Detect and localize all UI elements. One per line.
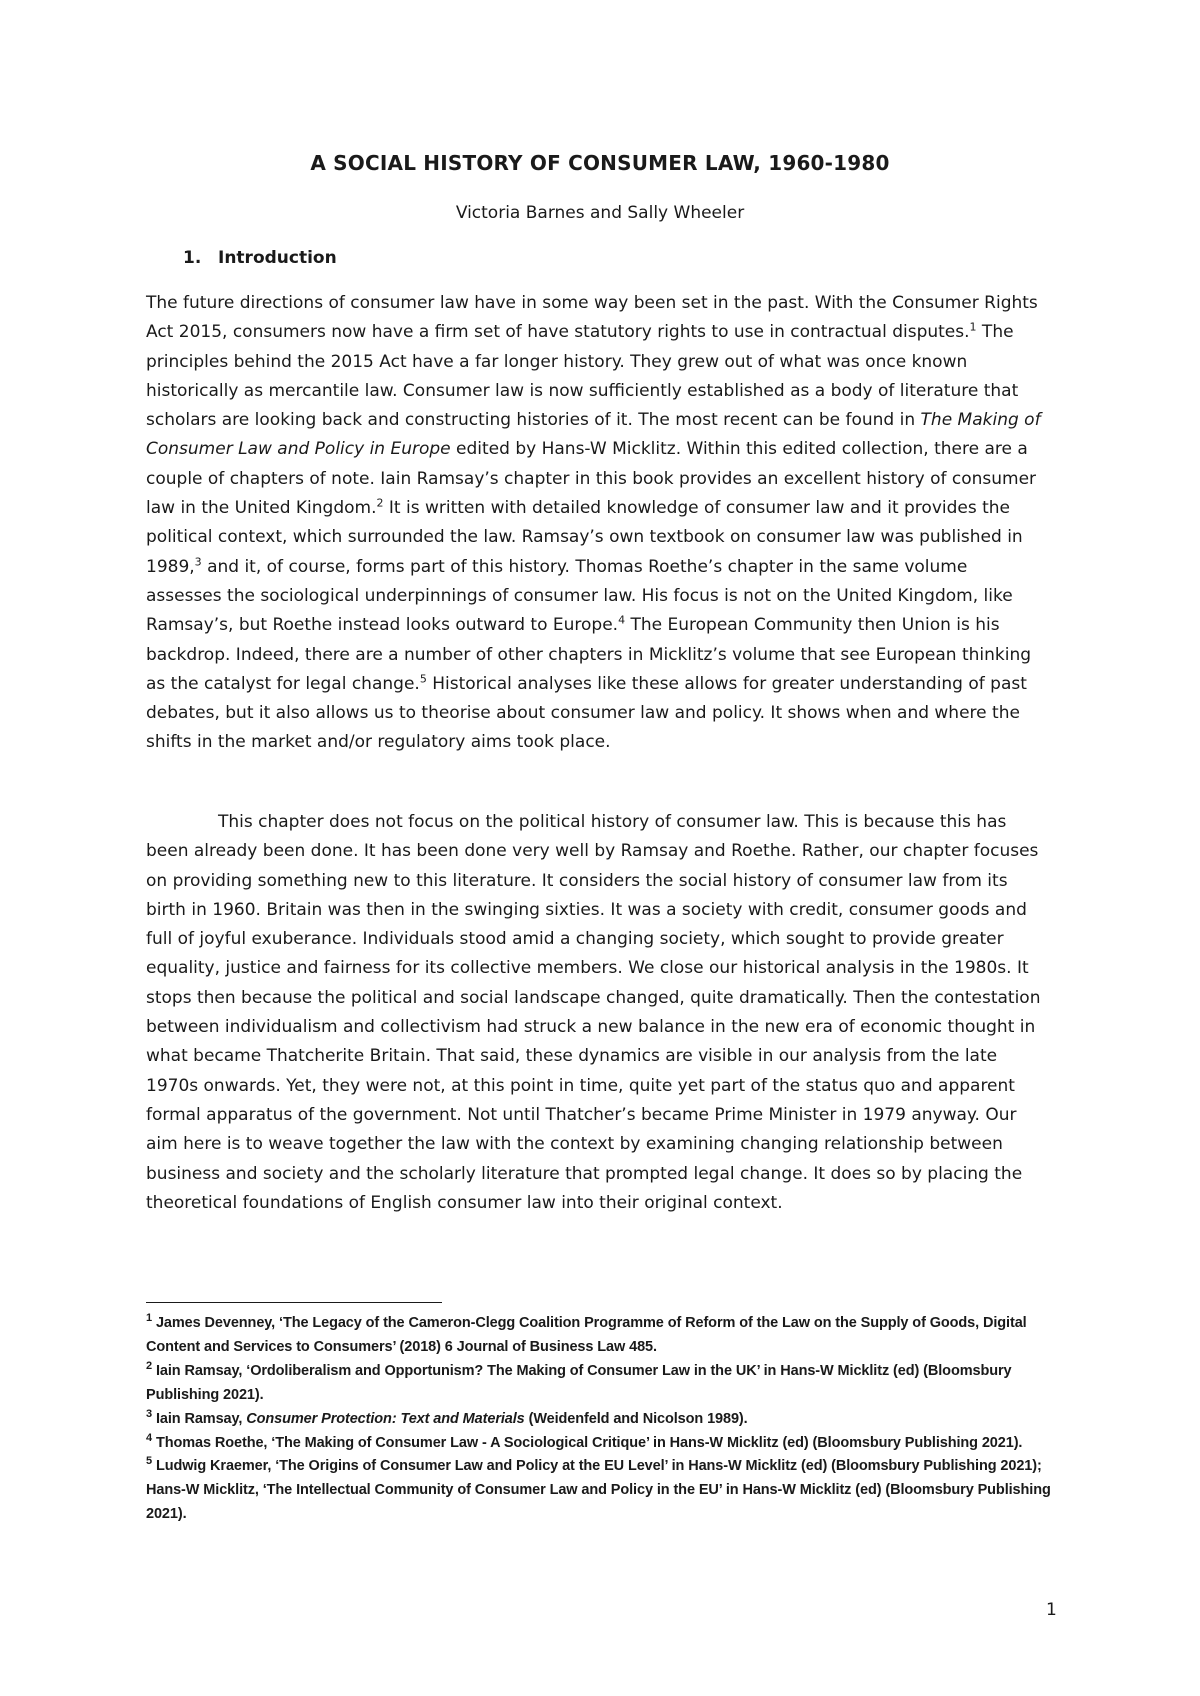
paragraph-text: The principles behind the 2015 Act have a far longer history. They grew out of what was once known historically as mercantile law. Consumer law is now sufficiently established as a body of literature that scholars are looking back and constructing histories of it. The most recent can be found in — [146, 322, 1019, 431]
footnote-text: Iain Ramsay, ‘Ordoliberalism and Opportunism? The Making of Consumer Law in the UK’ in Hans-W Micklitz (ed) (Bloomsbury Publishing 2021). — [146, 1362, 1012, 1403]
footnote-ref-5[interactable]: 5 — [419, 672, 427, 686]
footnotes — [146, 1312, 1056, 1527]
footnote-ref-1[interactable]: 1 — [969, 320, 977, 334]
paragraph-text: edited by Hans-W Micklitz. Within this edited collection, there are a couple of chapters of note. Iain Ramsay’s chapter in this book provides an excellent history of consumer law in the United Kingdom. — [146, 439, 1037, 519]
footnote-2 — [146, 1360, 1056, 1408]
section-heading — [183, 248, 337, 268]
paragraph-text: and it, of course, forms part of this history. Thomas Roethe’s chapter in the same volume assesses the sociological underpinnings of consumer law. His focus is not on the United Kingdom, like Ramsay’s, but Roethe instead looks outward to Europe. — [146, 556, 1013, 636]
footnote-book-title: Consumer Protection: Text and Materials — [246, 1410, 525, 1427]
footnote-text: Iain Ramsay, — [152, 1410, 247, 1427]
page-number: 1 — [1046, 1600, 1057, 1620]
footnote-5 — [146, 1455, 1056, 1527]
footnote-number: 4 — [146, 1431, 153, 1444]
footnote-text: Thomas Roethe, ‘The Making of Consumer Law - A Sociological Critique’ in Hans-W Micklitz (ed) (Bloomsbury Publishing 2021). — [152, 1434, 1023, 1451]
footnote-ref-2[interactable]: 2 — [376, 496, 384, 510]
footnote-number: 5 — [146, 1455, 153, 1468]
footnote-number: 2 — [146, 1359, 153, 1372]
footnote-ref-4[interactable]: 4 — [618, 613, 626, 627]
book-title: The Making of Consumer Law and Policy in Europe — [146, 410, 1041, 460]
footnote-text: Ludwig Kraemer, ‘The Origins of Consumer Law and Policy at the EU Level’ in Hans-W Micklitz (ed) (Bloomsbury Publishing 2021); Hans-W Micklitz, ‘The Intellectual Community of Consumer Law and Policy in the EU’ in Hans-W Micklitz (ed) (Bloomsbury Publishing 2021). — [146, 1458, 1051, 1523]
footnote-number: 3 — [146, 1407, 153, 1420]
paragraph-text: The future directions of consumer law have in some way been set in the past. With the Consumer Rights Act 2015, consumers now have a firm set of have statutory rights to use in contractual disputes. — [146, 293, 1038, 343]
footnote-text: James Devenney, ‘The Legacy of the Cameron-Clegg Coalition Programme of Reform of the Law on the Supply of Goods, Digital Content and Services to Consumers’ (2018) 6 Journal of Business Law 485. — [146, 1315, 1027, 1355]
document-authors: Victoria Barnes and Sally Wheeler — [455, 203, 745, 223]
footnote-separator — [146, 1302, 442, 1303]
footnote-3 — [146, 1408, 1056, 1432]
footnote-ref-3[interactable]: 3 — [194, 555, 202, 569]
footnote-text: (Weidenfeld and Nicolson 1989). — [524, 1410, 748, 1427]
section-number: 1. — [183, 248, 202, 268]
section-title: Introduction — [218, 248, 337, 268]
document-title: A SOCIAL HISTORY OF CONSUMER LAW, 1960-1980 — [310, 151, 890, 175]
intro-paragraph-1 — [146, 289, 1046, 758]
intro-paragraph-2: This chapter does not focus on the political history of consumer law. This is because this has been already been done. It has been done very well by Ramsay and Roethe. Rather, our chapter focuses on providing something new to this literature. It considers the social history of consumer law from its birth in 1960. Britain was then in the swinging sixties. It was a society with credit, consumer goods and full of joyful exuberance. Individuals stood amid a changing society, which sought to provide greater equality, justice and fairness for its collective members. We close our historical analysis in the 1980s. It stops then because the political and social landscape changed, quite dramatically. Then the contestation between individualism and collectivism had struck a new balance in the new era of economic thought in what became Thatcherite Britain. That said, these dynamics are visible in our analysis from the late 1970s onwards. Yet, they were not, at this point in time, quite yet part of the status quo and apparent formal apparatus of the government. Not until Thatcher’s became Prime Minister in 1979 anyway. Our aim here is to weave together the law with the context by examining changing relationship between business and society and the scholarly literature that prompted legal change. It does so by placing the theoretical foundations of English consumer law into their original context. — [146, 812, 1041, 1213]
paragraph-text: The European Community then Union is his backdrop. Indeed, there are a number of other chapters in Micklitz’s volume that see European thinking as the catalyst for legal change. — [146, 615, 1032, 694]
paragraph-text: Historical analyses like these allows for greater understanding of past debates, but it also allows us to theorise about consumer law and policy. It shows when and where the shifts in the market and/or regulatory aims took place. — [146, 673, 1027, 753]
footnote-4 — [146, 1432, 1056, 1456]
paragraph-text: It is written with detailed knowledge of consumer law and it provides the political context, which surrounded the law. Ramsay’s own textbook on consumer law was published in 1989, — [146, 498, 1023, 577]
footnote-1 — [146, 1312, 1056, 1360]
footnote-number: 1 — [146, 1312, 153, 1325]
